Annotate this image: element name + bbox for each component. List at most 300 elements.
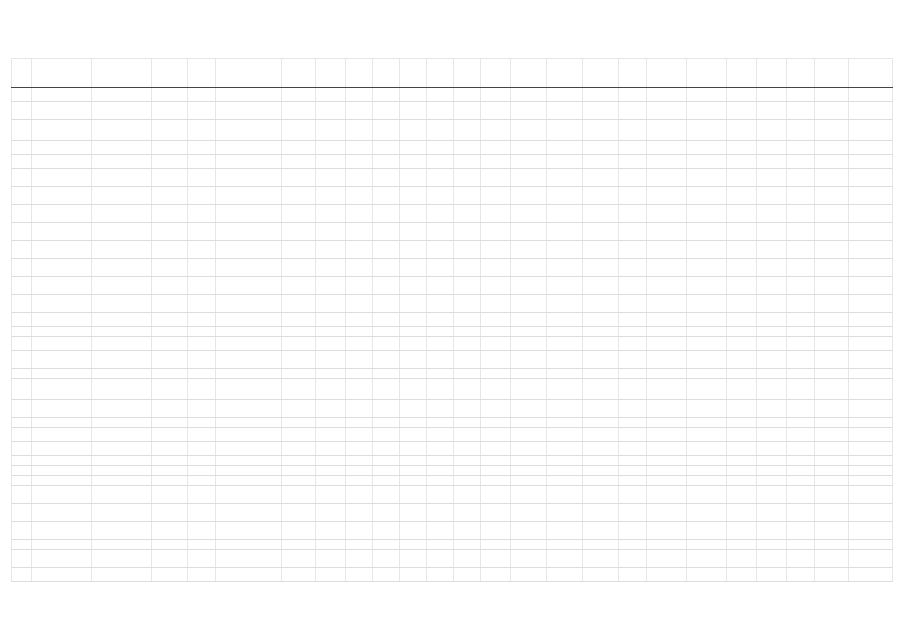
cell-c16 (547, 466, 583, 476)
cell-sum (316, 504, 346, 522)
cell-c11 (400, 550, 427, 568)
table-row (12, 568, 893, 582)
cell-term (188, 187, 216, 205)
cell-inn (282, 550, 316, 568)
cell-c12 (427, 155, 454, 169)
cell-c17 (583, 456, 619, 466)
cell-c17 (583, 241, 619, 259)
cell-c21 (727, 351, 757, 369)
cell-c25 (849, 400, 893, 418)
cell-c17 (583, 187, 619, 205)
cell-c21 (727, 486, 757, 504)
cell-reg (152, 141, 188, 155)
cell-name (32, 400, 92, 418)
cell-term (188, 456, 216, 466)
cell-year (12, 241, 32, 259)
cell-c9 (346, 205, 373, 223)
cell-c9 (346, 418, 373, 428)
column-header-c23 (787, 59, 815, 88)
cell-name (32, 486, 92, 504)
cell-c22 (757, 295, 787, 313)
cell-c22 (757, 187, 787, 205)
cell-year (12, 259, 32, 277)
cell-inn (282, 241, 316, 259)
report-table (11, 58, 893, 582)
cell-c20 (687, 205, 727, 223)
cell-c20 (687, 337, 727, 351)
cell-c13 (454, 313, 481, 327)
cell-sum (316, 102, 346, 120)
column-header-inn (282, 59, 316, 88)
cell-c10 (373, 550, 400, 568)
cell-c19 (647, 102, 687, 120)
cell-type (92, 141, 152, 155)
cell-c22 (757, 88, 787, 102)
cell-c21 (727, 169, 757, 187)
cell-c21 (727, 259, 757, 277)
cell-c18 (619, 540, 647, 550)
cell-party (216, 522, 282, 540)
cell-c14 (481, 369, 511, 379)
cell-type (92, 241, 152, 259)
cell-c13 (454, 418, 481, 428)
cell-c22 (757, 241, 787, 259)
cell-c17 (583, 223, 619, 241)
cell-c9 (346, 351, 373, 369)
cell-c15 (511, 120, 547, 141)
cell-year (12, 351, 32, 369)
cell-c18 (619, 313, 647, 327)
cell-c12 (427, 327, 454, 337)
cell-year (12, 169, 32, 187)
cell-c10 (373, 205, 400, 223)
cell-c17 (583, 155, 619, 169)
cell-c12 (427, 428, 454, 442)
cell-c22 (757, 504, 787, 522)
cell-c19 (647, 456, 687, 466)
cell-c19 (647, 155, 687, 169)
column-header-name (32, 59, 92, 88)
cell-c24 (815, 351, 849, 369)
cell-c9 (346, 466, 373, 476)
cell-c15 (511, 327, 547, 337)
cell-term (188, 540, 216, 550)
cell-year (12, 456, 32, 466)
cell-c12 (427, 205, 454, 223)
cell-c15 (511, 379, 547, 400)
cell-c22 (757, 205, 787, 223)
column-header-c11 (400, 59, 427, 88)
cell-c12 (427, 259, 454, 277)
cell-sum (316, 313, 346, 327)
cell-c20 (687, 277, 727, 295)
cell-name (32, 442, 92, 456)
cell-c21 (727, 369, 757, 379)
cell-c21 (727, 442, 757, 456)
cell-c10 (373, 141, 400, 155)
cell-c12 (427, 369, 454, 379)
cell-party (216, 120, 282, 141)
cell-c24 (815, 120, 849, 141)
cell-c22 (757, 476, 787, 486)
cell-c18 (619, 568, 647, 582)
cell-term (188, 327, 216, 337)
cell-c21 (727, 456, 757, 466)
cell-c23 (787, 456, 815, 466)
column-header-c13 (454, 59, 481, 88)
cell-c15 (511, 141, 547, 155)
cell-party (216, 241, 282, 259)
column-header-c20 (687, 59, 727, 88)
cell-reg (152, 428, 188, 442)
cell-inn (282, 442, 316, 456)
cell-sum (316, 428, 346, 442)
cell-c21 (727, 504, 757, 522)
cell-c25 (849, 141, 893, 155)
cell-c24 (815, 337, 849, 351)
cell-party (216, 504, 282, 522)
cell-year (12, 155, 32, 169)
table-row (12, 504, 893, 522)
cell-c18 (619, 486, 647, 504)
cell-c12 (427, 187, 454, 205)
cell-c11 (400, 241, 427, 259)
cell-c24 (815, 400, 849, 418)
cell-c20 (687, 351, 727, 369)
cell-c19 (647, 141, 687, 155)
cell-c14 (481, 205, 511, 223)
cell-c9 (346, 568, 373, 582)
cell-c19 (647, 476, 687, 486)
cell-c16 (547, 241, 583, 259)
cell-sum (316, 155, 346, 169)
cell-c20 (687, 120, 727, 141)
column-header-c10 (373, 59, 400, 88)
cell-name (32, 205, 92, 223)
cell-party (216, 155, 282, 169)
cell-inn (282, 428, 316, 442)
cell-name (32, 313, 92, 327)
cell-c13 (454, 241, 481, 259)
cell-c13 (454, 476, 481, 486)
cell-c23 (787, 102, 815, 120)
cell-c25 (849, 88, 893, 102)
cell-c17 (583, 540, 619, 550)
cell-c16 (547, 120, 583, 141)
table-body (12, 88, 893, 582)
cell-c15 (511, 568, 547, 582)
table-row (12, 522, 893, 540)
cell-c17 (583, 337, 619, 351)
cell-c20 (687, 476, 727, 486)
cell-c16 (547, 476, 583, 486)
cell-c17 (583, 277, 619, 295)
cell-c25 (849, 466, 893, 476)
cell-sum (316, 369, 346, 379)
cell-c10 (373, 102, 400, 120)
cell-c19 (647, 379, 687, 400)
column-header-c14 (481, 59, 511, 88)
cell-c18 (619, 476, 647, 486)
cell-c10 (373, 187, 400, 205)
cell-type (92, 120, 152, 141)
column-header-c21 (727, 59, 757, 88)
cell-c10 (373, 120, 400, 141)
cell-c11 (400, 337, 427, 351)
cell-reg (152, 205, 188, 223)
cell-c18 (619, 295, 647, 313)
cell-c19 (647, 313, 687, 327)
cell-c23 (787, 550, 815, 568)
cell-c21 (727, 337, 757, 351)
cell-year (12, 369, 32, 379)
cell-c19 (647, 522, 687, 540)
cell-c9 (346, 327, 373, 337)
cell-c16 (547, 88, 583, 102)
cell-c17 (583, 568, 619, 582)
cell-c11 (400, 351, 427, 369)
cell-c23 (787, 88, 815, 102)
cell-c24 (815, 466, 849, 476)
cell-sum (316, 88, 346, 102)
cell-c10 (373, 418, 400, 428)
cell-c15 (511, 540, 547, 550)
cell-party (216, 540, 282, 550)
cell-type (92, 313, 152, 327)
cell-c14 (481, 476, 511, 486)
cell-type (92, 337, 152, 351)
cell-term (188, 102, 216, 120)
cell-c24 (815, 313, 849, 327)
cell-c15 (511, 337, 547, 351)
cell-term (188, 169, 216, 187)
cell-c16 (547, 313, 583, 327)
cell-inn (282, 540, 316, 550)
cell-c14 (481, 223, 511, 241)
cell-sum (316, 456, 346, 466)
cell-type (92, 88, 152, 102)
cell-c10 (373, 442, 400, 456)
cell-year (12, 400, 32, 418)
cell-c16 (547, 337, 583, 351)
cell-c9 (346, 522, 373, 540)
cell-inn (282, 522, 316, 540)
cell-term (188, 223, 216, 241)
cell-c19 (647, 504, 687, 522)
cell-type (92, 486, 152, 504)
cell-c15 (511, 259, 547, 277)
cell-c25 (849, 155, 893, 169)
cell-inn (282, 327, 316, 337)
cell-c16 (547, 418, 583, 428)
table-row (12, 120, 893, 141)
cell-year (12, 313, 32, 327)
cell-c15 (511, 456, 547, 466)
cell-c22 (757, 456, 787, 466)
cell-type (92, 259, 152, 277)
cell-reg (152, 568, 188, 582)
cell-c22 (757, 327, 787, 337)
cell-year (12, 187, 32, 205)
cell-c9 (346, 486, 373, 504)
cell-c24 (815, 522, 849, 540)
cell-sum (316, 327, 346, 337)
cell-c19 (647, 568, 687, 582)
cell-reg (152, 223, 188, 241)
cell-c12 (427, 504, 454, 522)
cell-inn (282, 379, 316, 400)
cell-party (216, 369, 282, 379)
cell-c13 (454, 88, 481, 102)
cell-c24 (815, 476, 849, 486)
cell-c25 (849, 428, 893, 442)
cell-inn (282, 205, 316, 223)
cell-c25 (849, 550, 893, 568)
cell-reg (152, 369, 188, 379)
cell-sum (316, 466, 346, 476)
cell-c20 (687, 169, 727, 187)
cell-c25 (849, 205, 893, 223)
cell-c9 (346, 88, 373, 102)
cell-c21 (727, 327, 757, 337)
cell-c15 (511, 223, 547, 241)
cell-type (92, 476, 152, 486)
cell-c21 (727, 400, 757, 418)
cell-year (12, 522, 32, 540)
cell-c13 (454, 259, 481, 277)
cell-c10 (373, 540, 400, 550)
cell-c13 (454, 428, 481, 442)
cell-party (216, 486, 282, 504)
cell-c18 (619, 259, 647, 277)
cell-c12 (427, 550, 454, 568)
cell-c9 (346, 428, 373, 442)
cell-reg (152, 466, 188, 476)
cell-c25 (849, 187, 893, 205)
cell-reg (152, 313, 188, 327)
cell-c22 (757, 550, 787, 568)
cell-c23 (787, 313, 815, 327)
cell-c17 (583, 550, 619, 568)
cell-c11 (400, 400, 427, 418)
cell-term (188, 120, 216, 141)
cell-reg (152, 418, 188, 428)
cell-c17 (583, 295, 619, 313)
cell-c25 (849, 476, 893, 486)
cell-c9 (346, 259, 373, 277)
cell-sum (316, 550, 346, 568)
cell-c19 (647, 295, 687, 313)
cell-c12 (427, 223, 454, 241)
cell-c12 (427, 313, 454, 327)
cell-c9 (346, 295, 373, 313)
cell-inn (282, 259, 316, 277)
cell-c14 (481, 400, 511, 418)
cell-c25 (849, 295, 893, 313)
cell-c17 (583, 169, 619, 187)
cell-name (32, 379, 92, 400)
cell-c15 (511, 102, 547, 120)
cell-c20 (687, 379, 727, 400)
cell-c13 (454, 456, 481, 466)
cell-term (188, 400, 216, 418)
cell-c24 (815, 456, 849, 466)
table-row (12, 550, 893, 568)
cell-c9 (346, 120, 373, 141)
cell-c9 (346, 223, 373, 241)
cell-c16 (547, 442, 583, 456)
cell-c10 (373, 88, 400, 102)
cell-type (92, 155, 152, 169)
cell-sum (316, 486, 346, 504)
cell-c12 (427, 241, 454, 259)
cell-year (12, 428, 32, 442)
table-row (12, 88, 893, 102)
cell-year (12, 466, 32, 476)
cell-c16 (547, 400, 583, 418)
cell-inn (282, 456, 316, 466)
cell-c14 (481, 486, 511, 504)
cell-c24 (815, 155, 849, 169)
cell-type (92, 550, 152, 568)
cell-c11 (400, 205, 427, 223)
cell-c24 (815, 442, 849, 456)
cell-c9 (346, 313, 373, 327)
cell-reg (152, 241, 188, 259)
cell-type (92, 466, 152, 476)
cell-c21 (727, 379, 757, 400)
table-row (12, 205, 893, 223)
cell-c13 (454, 550, 481, 568)
cell-c18 (619, 504, 647, 522)
cell-reg (152, 277, 188, 295)
cell-c15 (511, 313, 547, 327)
cell-c10 (373, 337, 400, 351)
cell-c19 (647, 88, 687, 102)
cell-c15 (511, 277, 547, 295)
cell-c18 (619, 550, 647, 568)
cell-c25 (849, 456, 893, 466)
cell-c14 (481, 187, 511, 205)
cell-c20 (687, 540, 727, 550)
cell-c22 (757, 442, 787, 456)
cell-c14 (481, 295, 511, 313)
cell-c23 (787, 187, 815, 205)
cell-c18 (619, 155, 647, 169)
cell-c22 (757, 259, 787, 277)
cell-c17 (583, 369, 619, 379)
cell-term (188, 428, 216, 442)
cell-c16 (547, 550, 583, 568)
cell-c10 (373, 428, 400, 442)
cell-year (12, 379, 32, 400)
cell-c15 (511, 205, 547, 223)
cell-year (12, 337, 32, 351)
column-header-c17 (583, 59, 619, 88)
cell-term (188, 205, 216, 223)
cell-year (12, 504, 32, 522)
cell-c18 (619, 102, 647, 120)
cell-c11 (400, 418, 427, 428)
cell-reg (152, 456, 188, 466)
cell-c21 (727, 295, 757, 313)
cell-c24 (815, 418, 849, 428)
cell-c22 (757, 223, 787, 241)
cell-c19 (647, 259, 687, 277)
table-row (12, 400, 893, 418)
cell-c9 (346, 155, 373, 169)
cell-type (92, 456, 152, 466)
